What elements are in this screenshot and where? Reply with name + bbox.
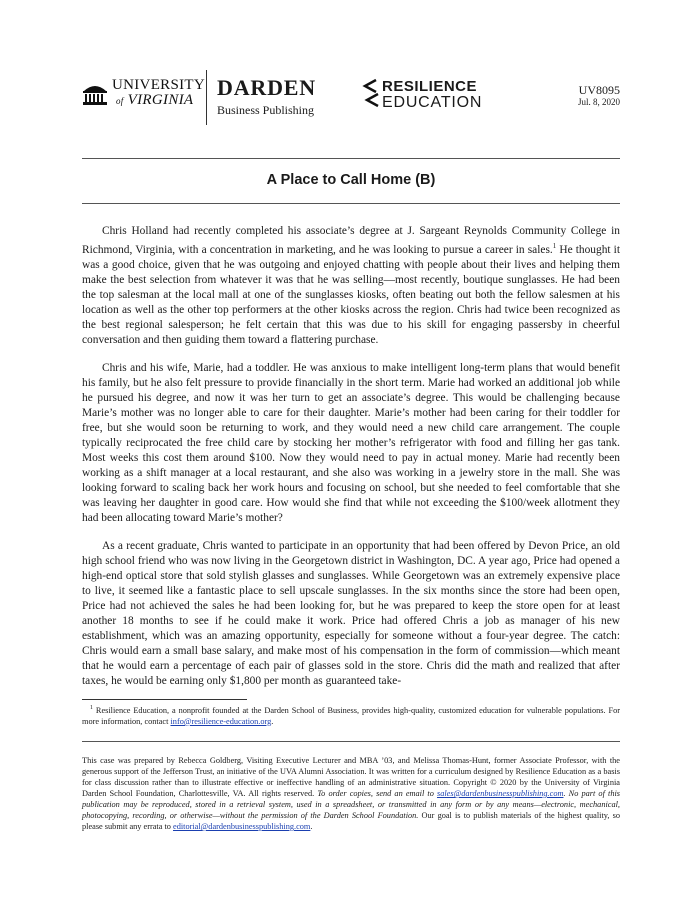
footnote: $^1$ Resilience Education, a nonprofit founded at the Darden School of Business, provides high-quality, customized education for vulnerable populations. For more information, contact info@resilience-education.org. bbox=[82, 705, 620, 726]
paragraph-2: Chris and his wife, Marie, had a toddler. He was anxious to make intelligent long-term plans that would benefit his family, but he also felt pressure to provide financially in the short term. Marie had worked an additional job while he pursued his degree, and now it was her turn to get an associate’s degree. This would be challenging because Marie’s mother was no longer able to care for their daughter. Marie’s mother had been caring for their toddler for free, but she would soon be returning to work, and they would need a new child care arrangement. The couple typically reciprocated the free child care by stocking her mother’s refrigerator with food and filling her gas tank. Most weeks this cost them around $100. Now they would need to pay in actual money. Marie had recently been working as a shift manager at a local restaurant, and she also was working in a jewelry store in the mall. She was looking forward to scaling back her work hours and focusing on school, but she needed to feel comfortable that she was leaving her daughter in good care. How would she find that while not exceeding the $100/week allotment they had been allocating toward Marie’s mother? bbox=[82, 361, 620, 524]
resilience-line2: EDUCATION bbox=[382, 94, 483, 111]
body-text bbox=[82, 224, 620, 702]
sales-email-link[interactable]: sales@dardenbusinesspublishing.com bbox=[436, 789, 564, 798]
title-rule bbox=[82, 203, 620, 204]
header-divider bbox=[206, 70, 207, 125]
footnote-email-link[interactable]: info@resilience-education.org bbox=[170, 716, 272, 726]
darden-subtitle: Business Publishing bbox=[217, 103, 315, 117]
darden-logo bbox=[217, 76, 316, 117]
rotunda-icon bbox=[82, 82, 108, 106]
footnote-rule bbox=[82, 699, 247, 700]
page-header bbox=[82, 68, 620, 128]
uva-logo bbox=[82, 78, 205, 109]
disclaimer: This case was prepared by Rebecca Goldberg, Visiting Executive Lecturer and MBA ’03, and Melissa Thomas-Hunt, former Associate Professor, with the generous support of the Jefferson Trust, an initiative of the UVA Alumni Association. It was written for a curriculum designed by Resilience Education as a basis for class discussion rather than to illustrate effective or ineffective handling of an administrative situation. Copyright © 2020 by the University of Virginia Darden School Foundation, Charlottesville, VA. All rights reserved. To order copies, send an email to sales@dardenbusinesspublishing.com. No part of this publication may be reproduced, stored in a retrieval system, used in a spreadsheet, or transmitted in any form or by any means—electronic, mechanical, photocopying, recording, or otherwise—without the permission of the Darden School Foundation. Our goal is to publish materials of the highest quality, so please submit any errata to editorial@dardenbusinesspublishing.com. bbox=[82, 756, 620, 831]
disclaimer-rule bbox=[82, 741, 620, 742]
case-date: Jul. 8, 2020 bbox=[577, 97, 620, 107]
footnote-ref: 1 bbox=[552, 242, 557, 250]
uva-line1: UNIVERSITY bbox=[112, 77, 205, 93]
paragraph-3: As a recent graduate, Chris wanted to participate in an opportunity that had been offered by Devon Price, an old high school friend who was now living in the Georgetown district in Washington, DC. A year ago, Price had opened a high-end optical store that sold stylish glasses and sunglasses. While Georgetown was an extremely expensive place to live, it seemed like a fantastic place to sell upscale sunglasses. In the six months since the store had been open, Price had not achieved the sales he had been looking for, but he was prepared to keep the store open for at least another 18 months to see if he could make it work. Price had offered Chris a job as manager of his new establishment, which was an amazing opportunity, especially for someone without a four-year degree. The catch: Chris would earn a small base salary, and make most of his compensation in the form of commission—which meant that he would earn a percentage of each pair of glasses sold in the store. Chris did the math and realized that after taxes, he would be earning only $1,800 per month as guaranteed take- bbox=[82, 539, 620, 687]
uva-line2: VIRGINIA bbox=[127, 92, 194, 108]
darden-title: DARDEN bbox=[217, 75, 316, 100]
page-title: A Place to Call Home (B) bbox=[266, 172, 436, 188]
paragraph-1: Chris Holland had recently completed his associate’s degree at J. Sargeant Reynolds Community College in Richmond, Virginia, with a concentration in marketing, and he was looking to pursue a career in sales.$^1$ He thought it was a good choice, given that he was outgoing and enjoyed chatting with people about their lives and helping them make the best selection from whatever it was that he was selling—most recently, boutique sunglasses. He had been the top salesman at the local mall at one of the sunglasses kiosks, often beating out both the fellow salesmen at his location as well as the other top performers at the other kiosks across the region. Chris had twice been recognized as the best regional salesperson; he felt certain that this was due to his skill for engaging passersby in cheerful conversation and then guiding them toward a flattering purchase. bbox=[82, 225, 621, 346]
uva-of: of bbox=[116, 96, 124, 106]
header-rule bbox=[82, 158, 620, 159]
resilience-line1: RESILIENCE bbox=[382, 78, 478, 95]
case-id bbox=[576, 83, 620, 108]
case-number: UV8095 bbox=[578, 83, 620, 97]
chevron-icon bbox=[362, 78, 380, 108]
editorial-email-link[interactable]: editorial@dardenbusinesspublishing.com bbox=[173, 822, 311, 831]
